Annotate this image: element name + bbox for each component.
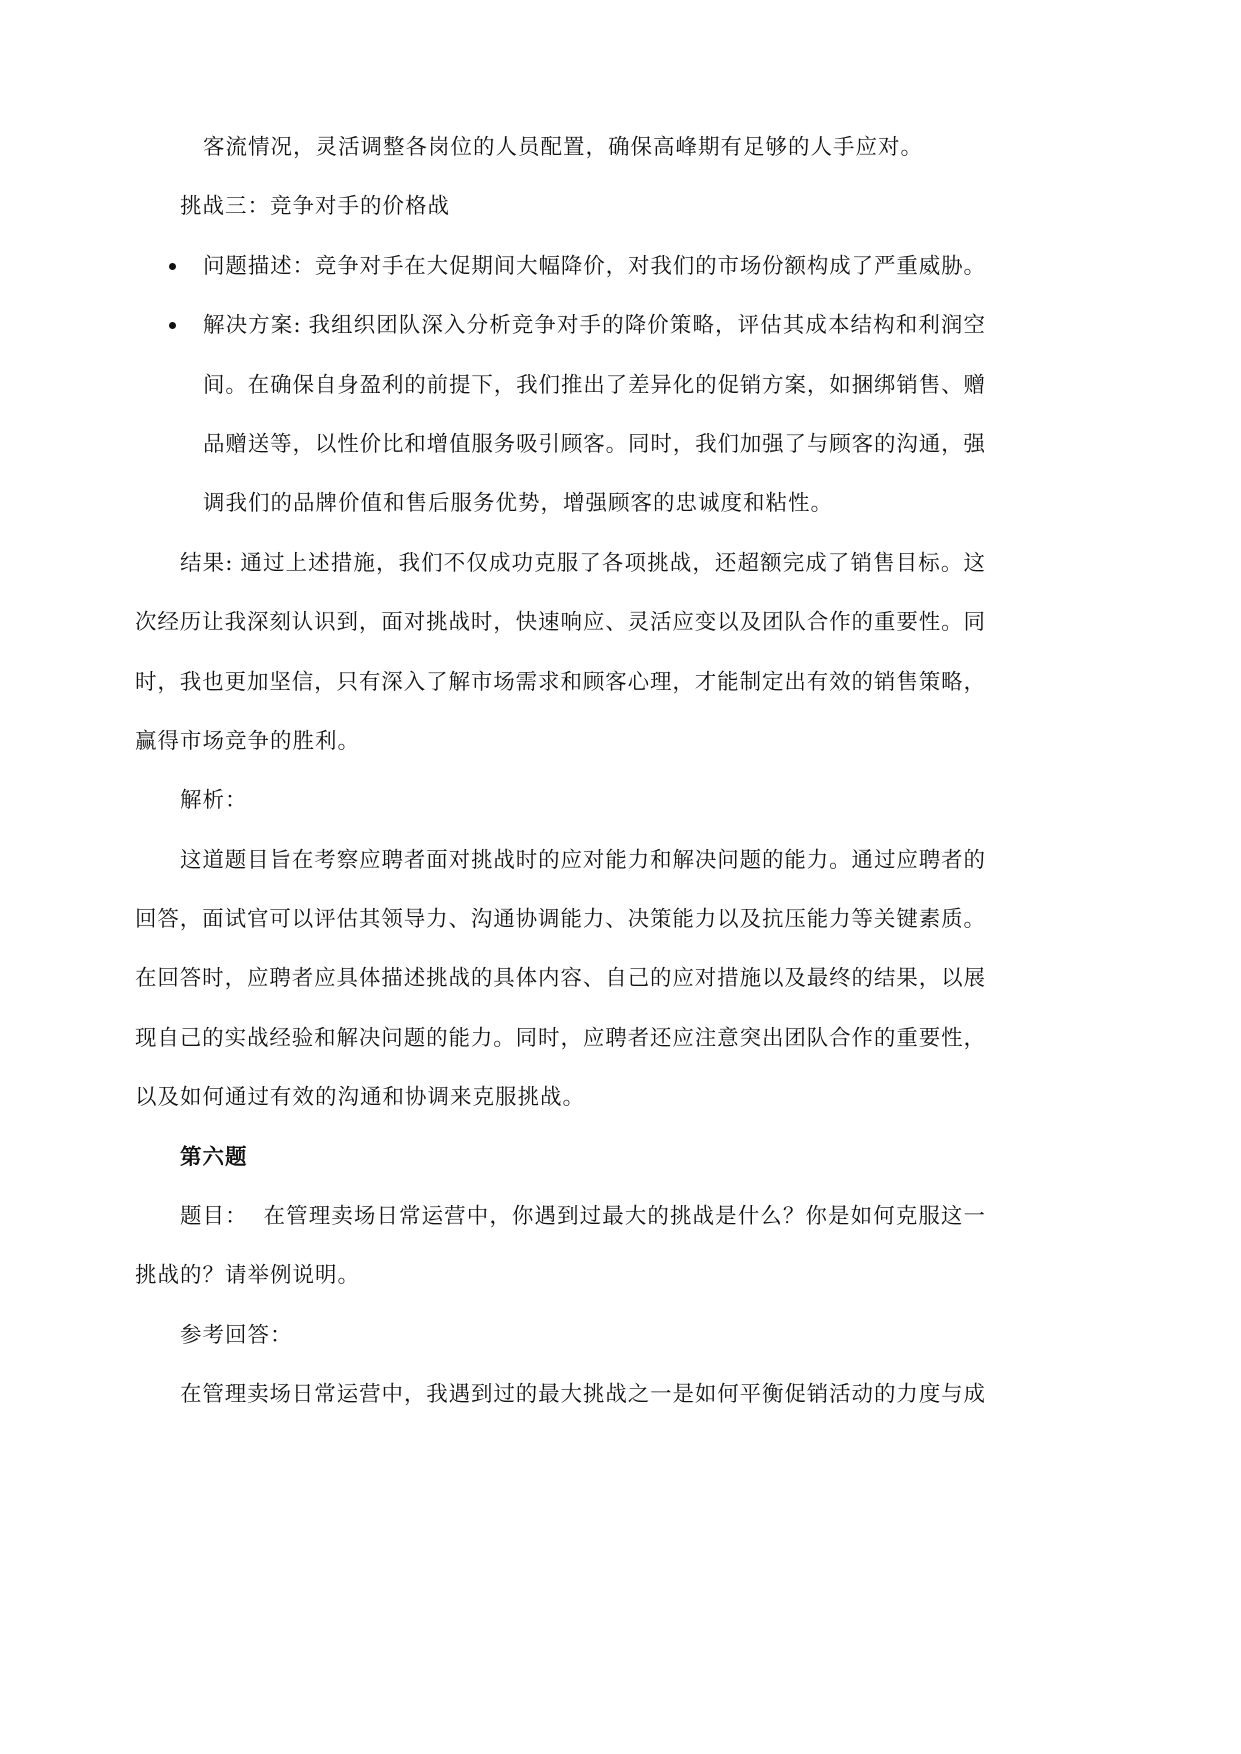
question-6-title: 第六题	[180, 1144, 248, 1170]
analysis-label: 解析：	[180, 788, 248, 814]
paragraph-line: 次经历让我深刻认识到，面对挑战时，快速响应、灵活应变以及团队合作的重要性。同	[135, 610, 985, 636]
bullet-line: 调我们的品牌价值和售后服务优势，增强顾客的忠诚度和粘性。	[203, 491, 834, 517]
analysis-paragraph	[135, 831, 985, 1128]
paragraph-line: 在管理卖场日常运营中，我遇到过的最大挑战之一是如何平衡促销活动的力度与成	[180, 1382, 985, 1408]
bullet-item-solution	[135, 296, 985, 534]
bullet-line: 问题描述：竞争对手在大促期间大幅降价，对我们的市场份额构成了严重威胁。	[203, 253, 985, 279]
bullet-item-problem	[135, 237, 985, 296]
page-body	[135, 118, 985, 1425]
paragraph-line: 以及如何通过有效的沟通和协调来克服挑战。	[135, 1085, 586, 1111]
paragraph-line: 这道题目旨在考察应聘者面对挑战时的应对能力和解决问题的能力。通过应聘者的	[180, 847, 985, 873]
paragraph-line: 现自己的实战经验和解决问题的能力。同时，应聘者还应注意突出团队合作的重要性，	[135, 1025, 985, 1051]
paragraph-line: 赢得市场竞争的胜利。	[135, 728, 361, 754]
answer-paragraph	[135, 1365, 985, 1424]
paragraph-line: 结果: 通过上述措施，我们不仅成功克服了各项挑战，还超额完成了销售目标。这	[180, 550, 985, 576]
bullet-line: 间。在确保自身盈利的前提下，我们推出了差异化的促销方案，如捆绑销售、赠	[203, 372, 985, 398]
answer-label: 参考回答：	[180, 1322, 293, 1348]
challenge-3-heading: 挑战三：竞争对手的价格战	[180, 194, 451, 220]
paragraph-line: 在回答时，应聘者应具体描述挑战的具体内容、自己的应对措施以及最终的结果，以展	[135, 966, 985, 992]
paragraph-line: 时，我也更加坚信，只有深入了解市场需求和顾客心理，才能制定出有效的销售策略，	[135, 669, 985, 695]
carryover-bullet-line: 客流情况，灵活调整各岗位的人员配置，确保高峰期有足够的人手应对。	[203, 135, 924, 160]
question-6-prompt	[135, 1187, 985, 1306]
bullet-line: 品赠送等，以性价比和增值服务吸引顾客。同时，我们加强了与顾客的沟通，强	[203, 431, 985, 457]
bullet-line: 解决方案: 我组织团队深入分析竞争对手的降价策略，评估其成本结构和利润空	[203, 313, 985, 339]
result-paragraph	[135, 534, 985, 772]
paragraph-line: 回答，面试官可以评估其领导力、沟通协调能力、决策能力以及抗压能力等关键素质。	[135, 907, 985, 933]
paragraph-line: 题目： 在管理卖场日常运营中，你遇到过最大的挑战是什么？你是如何克服这一	[180, 1204, 985, 1230]
bullet-marker	[169, 263, 176, 270]
paragraph-line: 挑战的？请举例说明。	[135, 1263, 361, 1289]
